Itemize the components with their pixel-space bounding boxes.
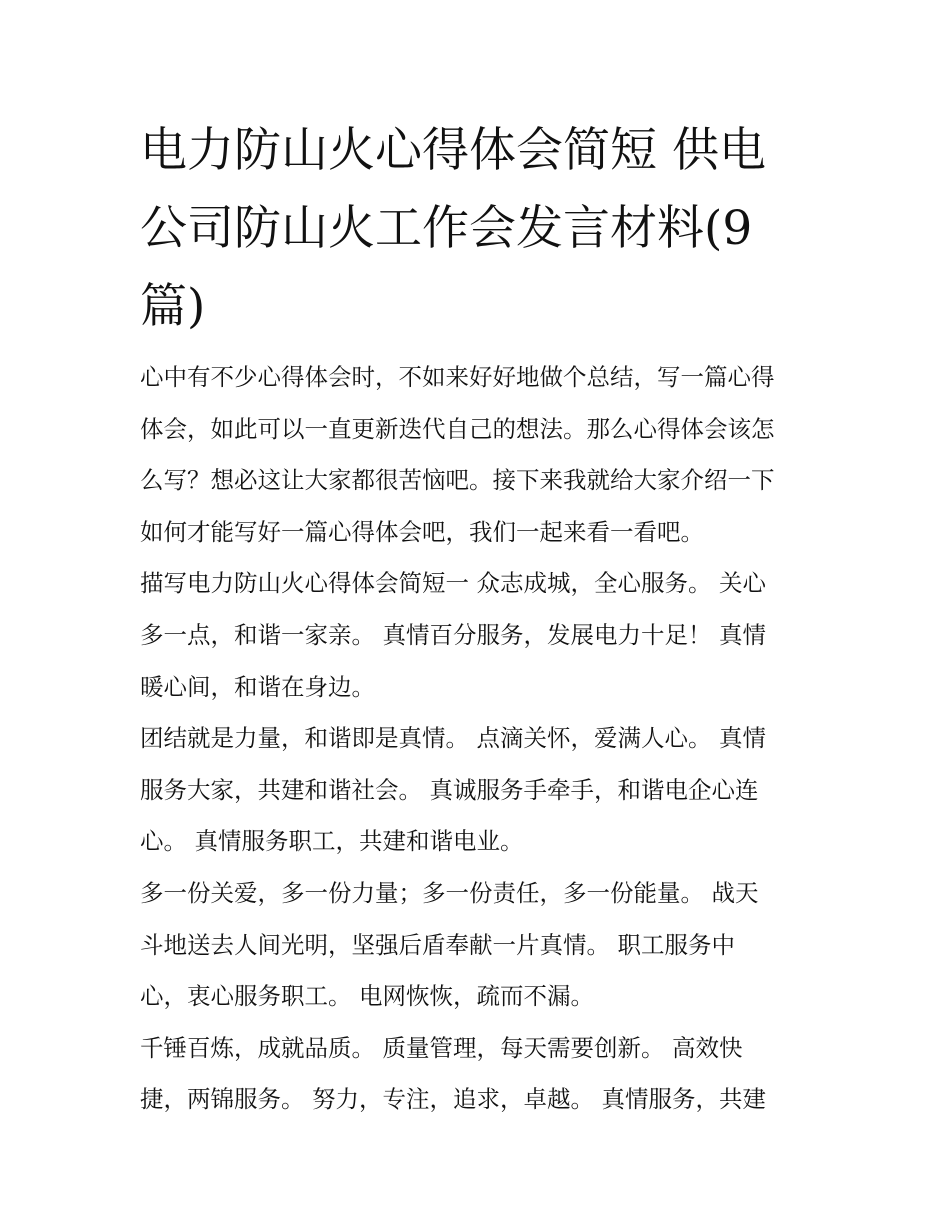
text-line: 描写电力防山火心得体会简短一 众志成城，全心服务。 关心 (140, 569, 766, 598)
title-line: 电力防山火心得体会简短 供电 (140, 123, 766, 178)
text-line: 斗地送去人间光明，坚强后盾奉献一片真情。 职工服务中 (140, 930, 735, 959)
text-line: 多一份关爱，多一份力量；多一份责任，多一份能量。 战天 (140, 878, 759, 907)
document-body (140, 352, 820, 1126)
text-line: 多一点，和谐一家亲。 真情百分服务，发展电力十足！ 真情 (140, 620, 766, 649)
text-line: 么写？想必这让大家都很苦恼吧。接下来我就给大家介绍一下 (140, 466, 775, 495)
document-title (140, 112, 820, 346)
text-line: 暖心间，和谐在身边。 (140, 672, 375, 701)
title-line: 公司防山火工作会发言材料(9 (140, 201, 753, 256)
paragraph (140, 558, 820, 713)
text-line: 服务大家，共建和谐社会。 真诚服务手牵手，和谐电企心连 (140, 775, 759, 804)
text-line: 心中有不少心得体会时，不如来好好地做个总结，写一篇心得 (140, 363, 775, 391)
paragraph (140, 713, 820, 868)
paragraph (140, 1023, 820, 1126)
paragraph (140, 868, 820, 1023)
text-line: 捷，两锦服务。 努力，专注，追求，卓越。 真情服务，共建 (140, 1085, 766, 1114)
title-line: 篇) (140, 279, 206, 334)
text-line: 体会，如此可以一直更新迭代自己的想法。那么心得体会该怎 (140, 414, 775, 443)
paragraph-intro (140, 352, 820, 558)
text-line: 心，衷心服务职工。 电网恢恢，疏而不漏。 (140, 982, 594, 1011)
text-line: 团结就是力量，和谐即是真情。 点滴关怀，爱满人心。 真情 (140, 724, 766, 753)
text-line: 心。 真情服务职工，共建和谐电业。 (140, 827, 524, 856)
text-line: 千锤百炼，成就品质。 质量管理，每天需要创新。 高效快 (140, 1033, 743, 1062)
text-line: 如何才能写好一篇心得体会吧，我们一起来看一看吧。 (140, 517, 704, 546)
